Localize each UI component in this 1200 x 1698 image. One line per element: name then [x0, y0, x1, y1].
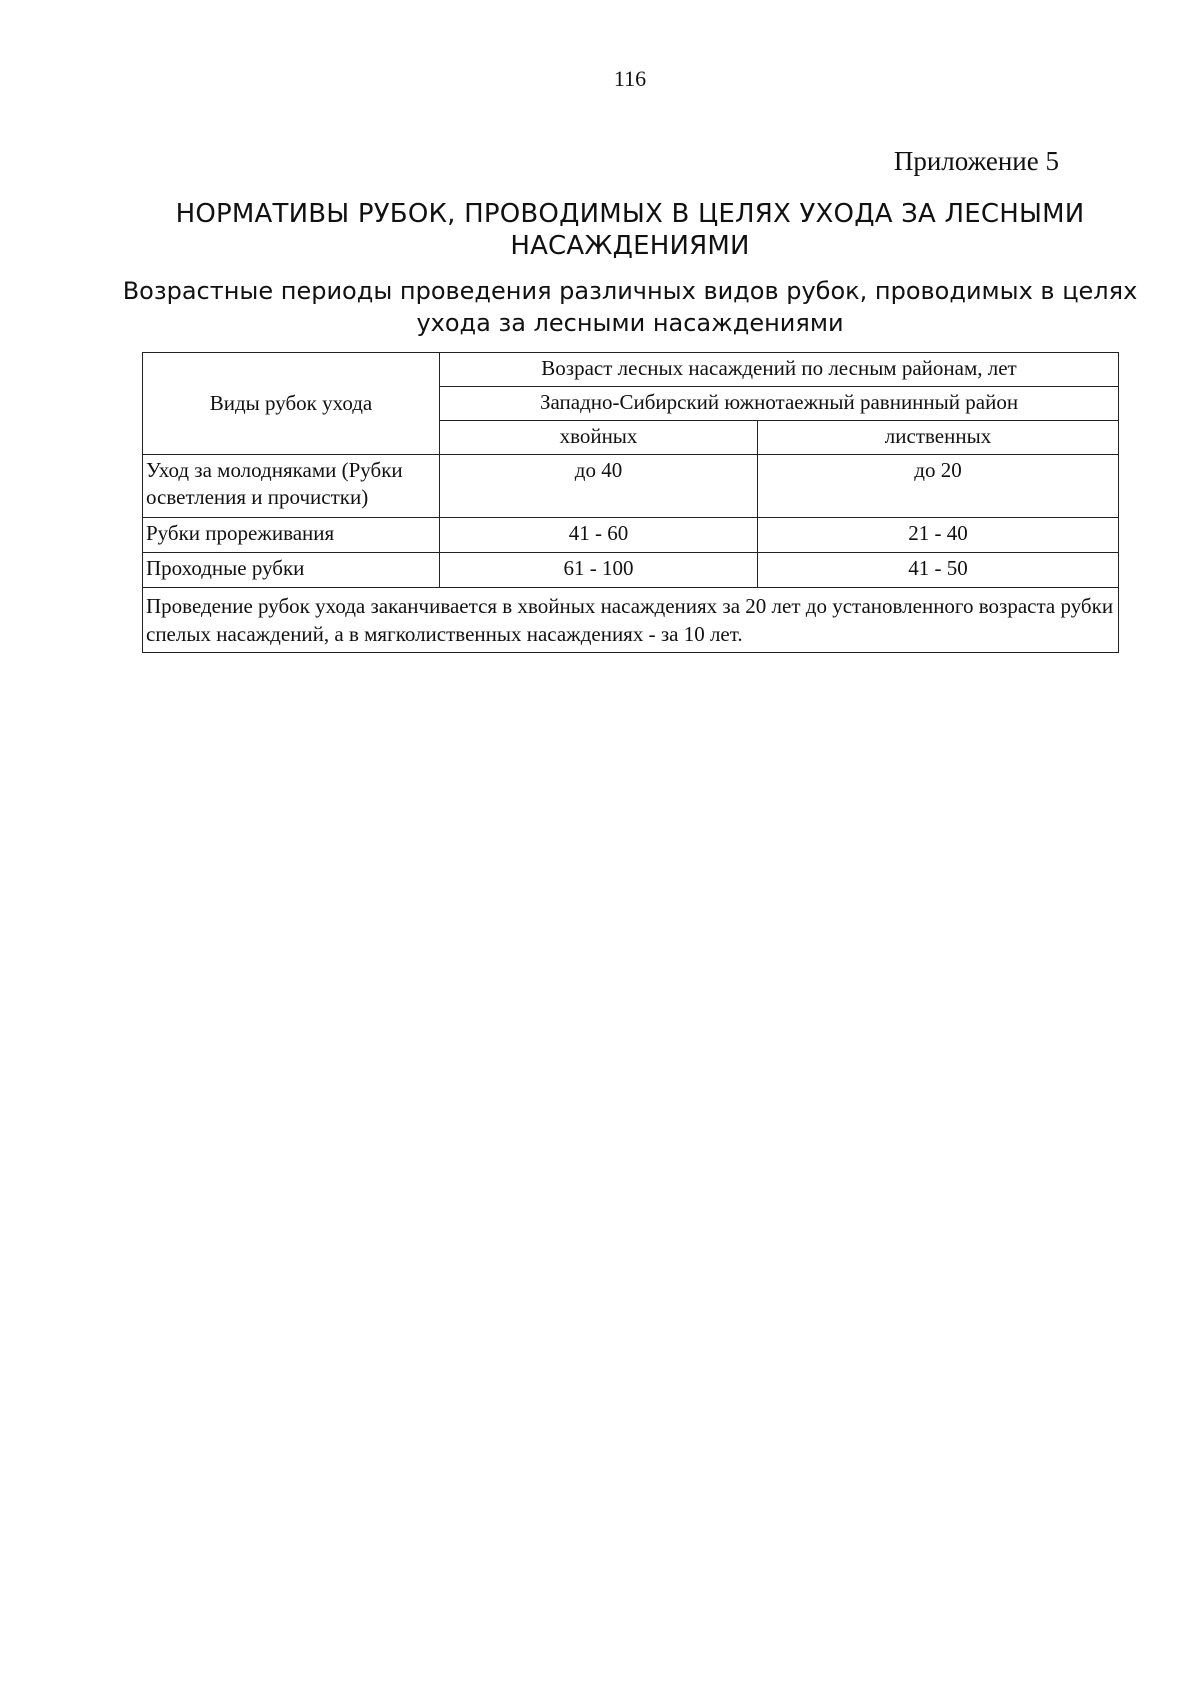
header-coniferous-cell: хвойных [440, 421, 758, 455]
row-deciduous-cell: 41 - 50 [758, 553, 1119, 588]
header-region-cell: Западно-Сибирский южнотаежный равнинный район [440, 387, 1119, 421]
table-row [143, 455, 1119, 518]
row-type-cell: Проходные рубки [143, 553, 440, 588]
header-age-cell: Возраст лесных насаждений по лесным районам, лет [440, 353, 1119, 387]
document-title: НОРМАТИВЫ РУБОК, ПРОВОДИМЫХ В ЦЕЛЯХ УХОДА ЗА ЛЕСНЫМИ НАСАЖДЕНИЯМИ [175, 199, 1085, 261]
document-subtitle: Возрастные периоды проведения различных видов рубок, проводимых в целях ухода за лесными насаждениями [122, 277, 1138, 337]
row-coniferous-cell: 41 - 60 [440, 518, 758, 553]
row-deciduous-cell: до 20 [758, 455, 1119, 518]
table-note-row [143, 588, 1119, 653]
row-type-cell: Рубки прореживания [143, 518, 440, 553]
appendix-label: Приложение 5 [893, 146, 1059, 176]
row-coniferous-cell: до 40 [440, 455, 758, 518]
page-number: 116 [613, 66, 647, 91]
header-deciduous-cell: лиственных [758, 421, 1119, 455]
row-deciduous-cell: 21 - 40 [758, 518, 1119, 553]
norms-table [142, 352, 1119, 653]
table-row [143, 553, 1119, 588]
header-type-cell: Виды рубок ухода [143, 353, 440, 455]
row-coniferous-cell: 61 - 100 [440, 553, 758, 588]
row-type-cell: Уход за молодняками (Рубки осветления и прочистки) [143, 455, 440, 518]
table-header-row [143, 353, 1119, 387]
table-row [143, 518, 1119, 553]
table-note: Проведение рубок ухода заканчивается в хвойных насаждениях за 20 лет до установленного возраста рубки спелых насаждений, а в мягколиственных насаждениях - за 10 лет. [143, 588, 1119, 653]
